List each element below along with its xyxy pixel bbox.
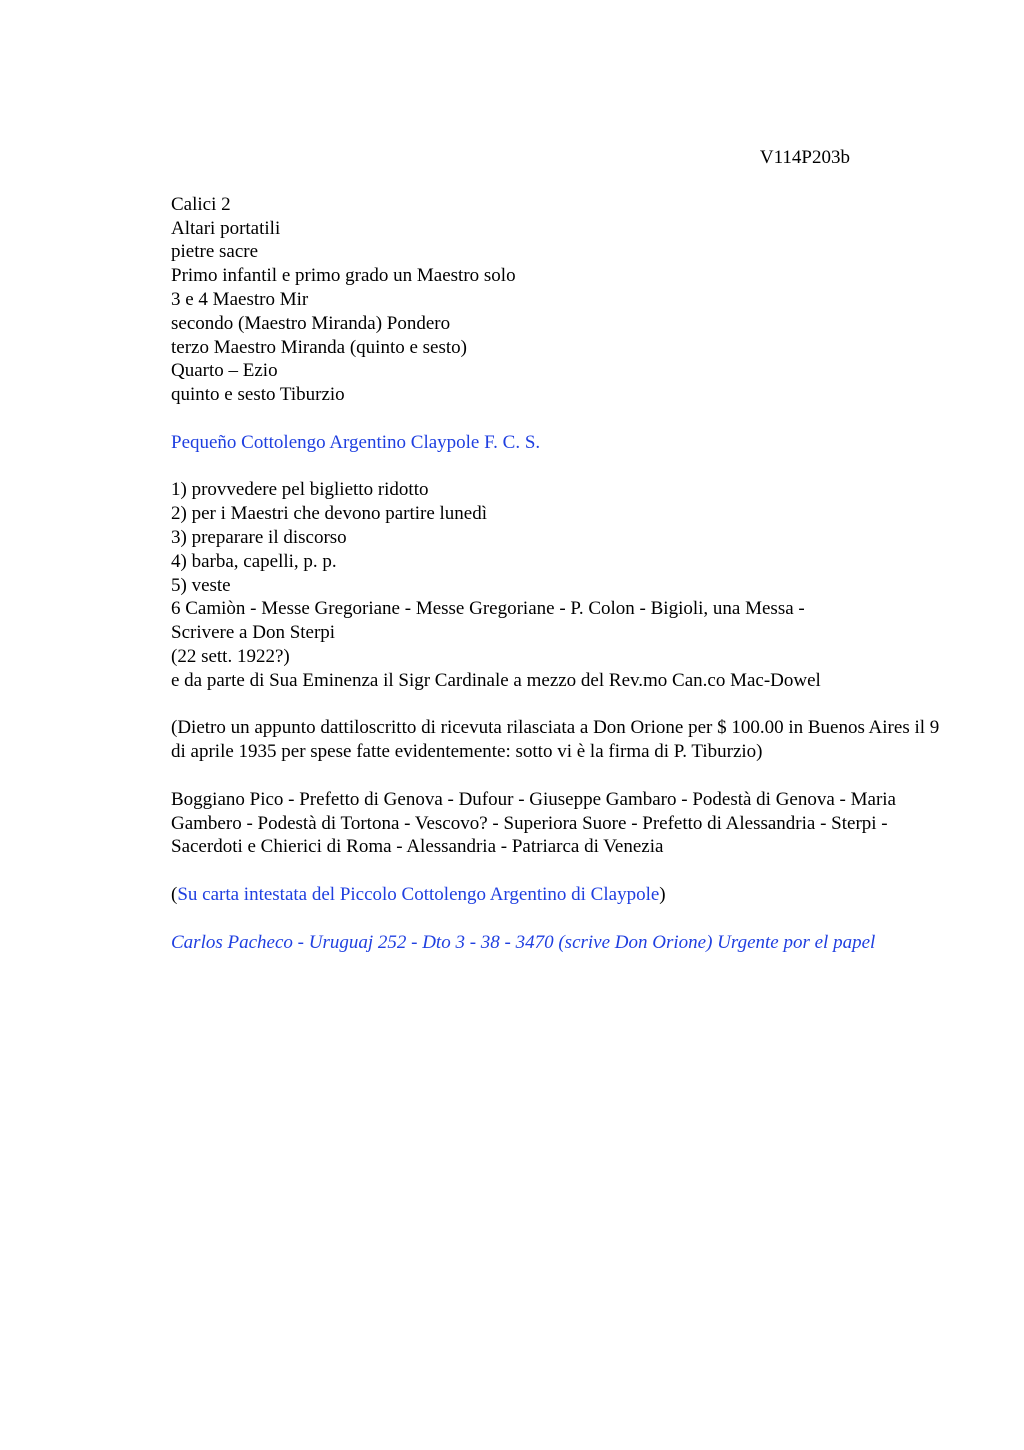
inventory-line: pietre sacre [171,241,259,263]
todo-item: 3) preparare il discorso [171,526,347,548]
inventory-line: 3 e 4 Maestro Mir [171,288,309,310]
todo-item: 6 Camiòn - Messe Gregoriane - Messe Gregoriane - P. Colon - Bigioli, una Messa - Scrivere a Don Sterpi [171,598,805,644]
inventory-line: secondo (Maestro Miranda) Pondero [171,312,451,334]
todo-item: e da parte di Sua Eminenza il Sigr Cardinale a mezzo del Rev.mo Can.co Mac-Dowel [171,669,821,691]
names-list: Boggiano Pico - Prefetto di Genova - Dufour - Giuseppe Gambaro - Podestà di Genova - Maria Gambero - Podestà di Tortona - Vescovo? - Superiora Suore - Prefetto di Alessandria - Sterpi - Sacerdoti e Chierici di Roma - Alessandria - Patriarca di Venezia [171,788,896,858]
document-page [171,146,941,978]
todo-item: 4) barba, capelli, p. p. [171,550,337,572]
inventory-line: Altari portatili [171,217,281,239]
receipt-note: (Dietro un appunto dattiloscritto di ricevuta rilasciata a Don Orione per $ 100.00 in Buenos Aires il 9 di aprile 1935 per spese fatte evidentemente: sotto vi è la firma di P. Tiburzio) [171,717,940,763]
todo-list [171,478,941,692]
letterhead-note [171,883,941,907]
section-heading: Pequeño Cottolengo Argentino Claypole F. C. S. [171,431,541,453]
todo-item: 2) per i Maestri che devono partire lunedì [171,503,488,525]
todo-item: (22 sett. 1922?) [171,645,290,667]
todo-item: 1) provvedere pel biglietto ridotto [171,479,429,501]
paren-open: ( [171,883,178,905]
inventory-line: Quarto – Ezio [171,360,278,382]
contact-note: Carlos Pacheco - Uruguaj 252 - Dto 3 - 38 - 3470 (scrive Don Orione) Urgente por el papel [171,931,876,953]
inventory-line: Calici 2 [171,193,231,215]
paren-close: ) [659,883,666,905]
inventory-line: Primo infantil e primo grado un Maestro solo [171,265,516,287]
inventory-line: terzo Maestro Miranda (quinto e sesto) [171,336,467,358]
letterhead-text: Su carta intestata del Piccolo Cottolengo Argentino di Claypole [177,883,660,905]
todo-item: 5) veste [171,574,231,596]
inventory-list [171,193,941,407]
inventory-line: quinto e sesto Tiburzio [171,384,345,406]
page-identifier: V114P203b [759,147,850,168]
